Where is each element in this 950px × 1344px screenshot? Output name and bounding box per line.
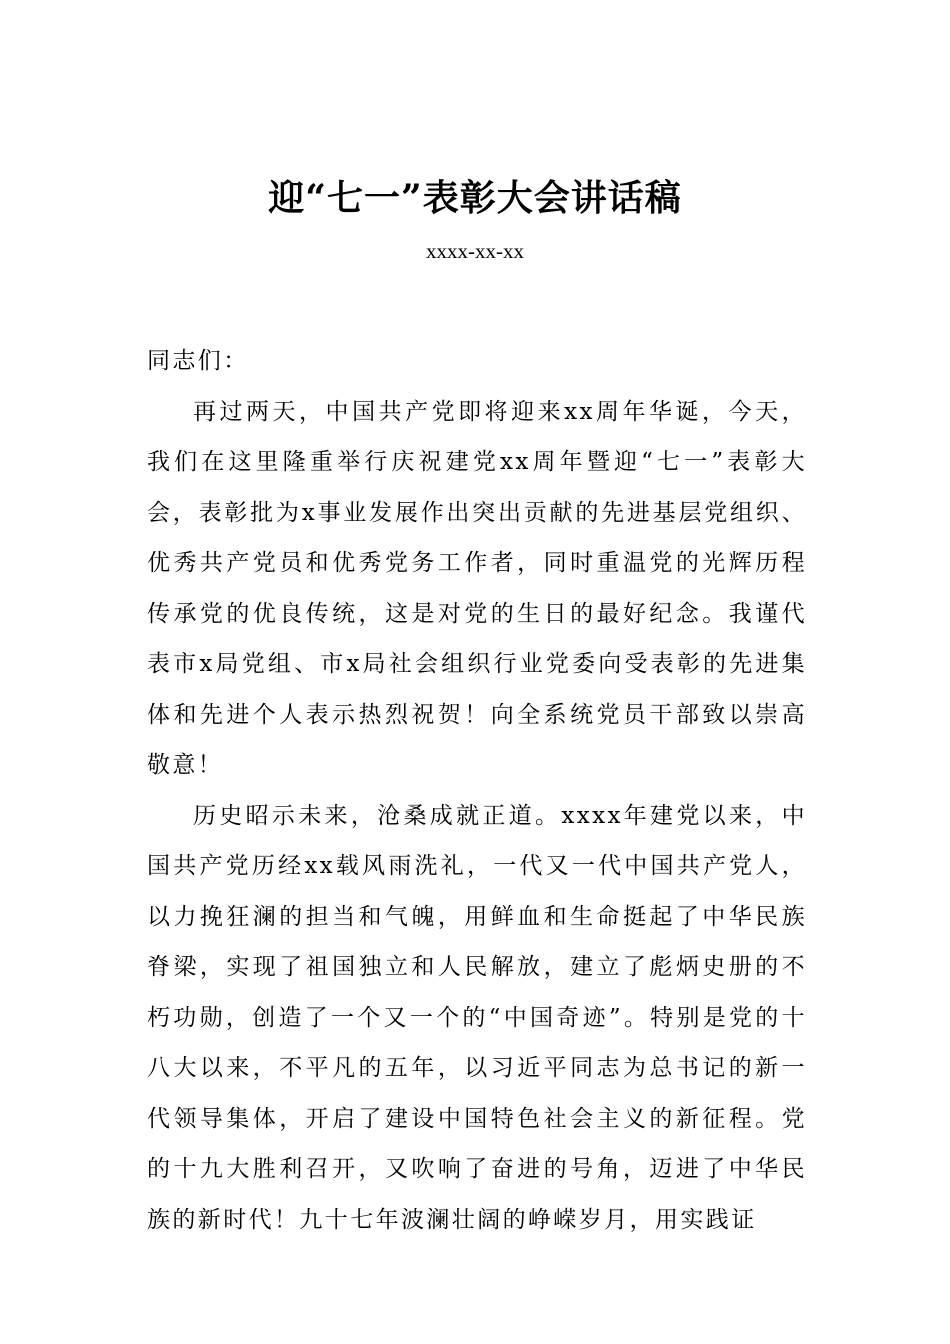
document-title: 迎“七一”表彰大会讲话稿: [268, 177, 682, 219]
paragraph-1: 再过两天，中国共产党即将迎来xx周年华诞，今天，我们在这里隆重举行庆祝建党xx周年暨迎“七一”表彰大会，表彰批为x事业发展作出突出贡献的先进基层党组织、优秀共产党员和优秀党务工作者，同时重温党的光辉历程传承党的优良传统，这是对党的生日的最好纪念。我谨代表市x局党组、市x局社会组织行业党委向受表彰的先进集体和先进个人表示热烈祝贺！向全系统党员干部致以崇高敬意！: [147, 398, 807, 778]
document-body: [147, 336, 807, 1245]
salutation: 同志们：: [147, 348, 249, 374]
paragraph-2: 历史昭示未来，沧桑成就正道。xxxx年建党以来，中国共产党历经xx载风雨洗礼，一代又一代中国共产党人，以力挽狂澜的担当和气魄，用鲜血和生命挺起了中华民族脊梁，实现了祖国独立和人民解放，建立了彪炳史册的不朽功勋，创造了一个又一个的“中国奇迹”。特别是党的十八大以来，不平凡的五年，以习近平同志为总书记的新一代领导集体，开启了建设中国特色社会主义的新征程。党的十九大胜利召开，又吹响了奋进的号角，迈进了中华民族的新时代！九十七年波澜壮阔的峥嵘岁月，用实践证: [147, 802, 807, 1233]
document-date: xxxx-xx-xx: [426, 239, 524, 263]
